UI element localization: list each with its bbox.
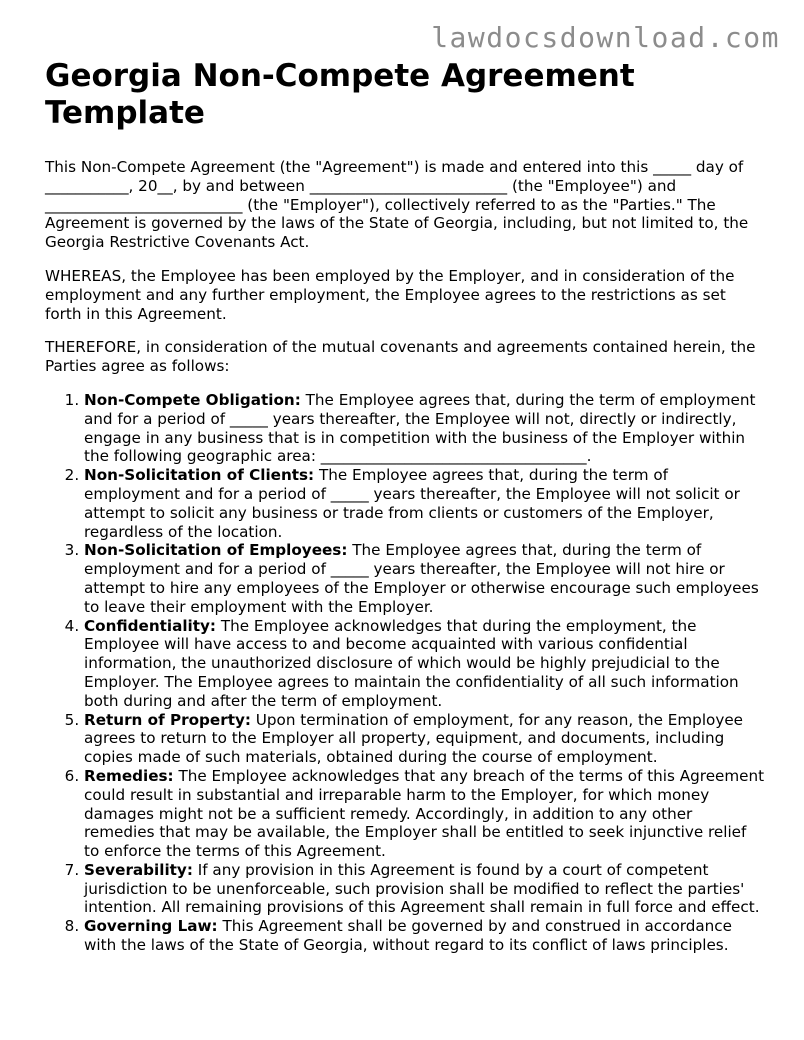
clause-text: The Employee agrees that, during the term of employment and for a period of _____ years thereafter, the Employee will not, directly or indirectly, engage in any business that is in competition with the business of the Employer within the following geographic area: ___________________________________.: [84, 390, 756, 466]
clause-non-solicitation-clients: [84, 466, 765, 541]
clause-heading: Governing Law:: [84, 917, 218, 936]
clause-list: [45, 391, 765, 955]
clause-severability: [84, 861, 765, 917]
intro-paragraph: This Non-Compete Agreement (the "Agreement") is made and entered into this _____ day of ___________, 20__, by and between __________________________ (the "Employee") and __________________________ (the "Employer"), collectively referred to as the "Parties." The Agreement is governed by the laws of the State of Georgia, including, but not limited to, the Georgia Restrictive Covenants Act.: [45, 158, 749, 252]
therefore-paragraph: THEREFORE, in consideration of the mutual covenants and agreements contained herein, the Parties agree as follows:: [45, 338, 756, 376]
clause-return-of-property: [84, 711, 765, 767]
clause-text: The Employee agrees that, during the term of employment and for a period of _____ years thereafter, the Employee will not solicit or attempt to solicit any business or trade from clients or customers of the Employer, regardless of the location.: [84, 466, 740, 541]
clause-heading: Confidentiality:: [84, 616, 216, 635]
clause-confidentiality: [84, 617, 765, 711]
clause-governing-law: [84, 917, 765, 955]
clause-heading: Return of Property:: [84, 710, 251, 729]
clause-text: Upon termination of employment, for any reason, the Employee agrees to return to the Employer all property, equipment, and documents, including copies made of such materials, obtained during the course of employment.: [84, 710, 744, 767]
document-body: [45, 58, 765, 955]
clause-heading: Severability:: [84, 860, 193, 879]
clause-heading: Non-Solicitation of Employees:: [84, 541, 348, 560]
watermark: lawdocsdownload.com: [431, 21, 780, 54]
clause-remedies: [84, 767, 765, 861]
clause-text: This Agreement shall be governed by and construed in accordance with the laws of the State of Georgia, without regard to its conflict of laws principles.: [84, 917, 732, 955]
clause-text: The Employee acknowledges that any breach of the terms of this Agreement could result in substantial and irreparable harm to the Employer, for which money damages might not be a sufficient remedy. Accordingly, in addition to any other remedies that may be available, the Employer shall be entitled to seek injunctive relief to enforce the terms of this Agreement.: [84, 766, 765, 861]
clause-text: If any provision in this Agreement is found by a court of competent jurisdiction to be unenforceable, such provision shall be modified to reflect the parties' intention. All remaining provisions of this Agreement shall remain in full force and effect.: [84, 860, 760, 917]
clause-heading: Non-Solicitation of Clients:: [84, 466, 315, 485]
clause-non-solicitation-employees: [84, 541, 765, 616]
page-title: Georgia Non-Compete Agreement Template: [45, 58, 635, 131]
clause-non-compete: [84, 391, 765, 466]
clause-text: The Employee acknowledges that during the employment, the Employee will have access to and become acquainted with various confidential information, the unauthorized disclosure of which would be highly prejudicial to the Employer. The Employee agrees to maintain the confidentiality of all such information both during and after the term of employment.: [84, 616, 739, 710]
clause-heading: Non-Compete Obligation:: [84, 390, 301, 409]
clause-heading: Remedies:: [84, 766, 174, 785]
whereas-paragraph: WHEREAS, the Employee has been employed by the Employer, and in consideration of the employment and any further employment, the Employee agrees to the restrictions as set forth in this Agreement.: [45, 266, 735, 323]
clause-text: The Employee agrees that, during the term of employment and for a period of _____ years thereafter, the Employee will not hire or attempt to hire any employees of the Employer or otherwise encourage such employees to leave their employment with the Employer.: [84, 541, 759, 616]
